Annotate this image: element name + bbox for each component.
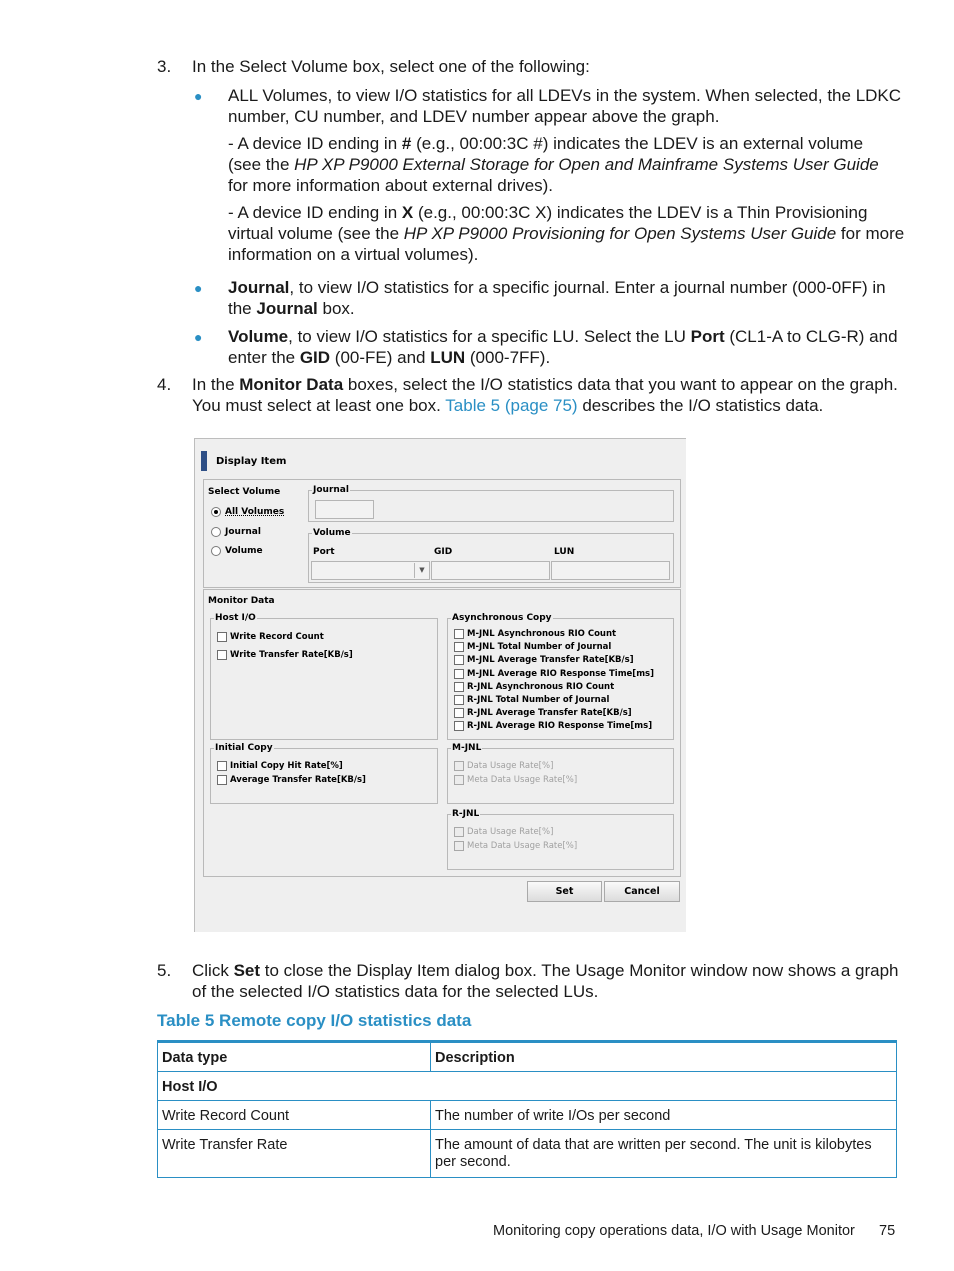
title-bar-accent (201, 451, 207, 471)
dialog-title: Display Item (216, 456, 287, 467)
async-copy-item-label: R-JNL Average Transfer Rate[KB/s] (467, 708, 632, 719)
thin-note-line-3: information on a virtual volumes). (228, 245, 479, 264)
lun-input[interactable] (551, 561, 670, 580)
step-3-intro: In the Select Volume box, select one of the following: (192, 57, 590, 76)
async-copy-checkbox[interactable] (454, 695, 464, 705)
initial-copy-hit-rate-label: Initial Copy Hit Rate[%] (230, 761, 343, 771)
async-copy-item-label: M-JNL Average RIO Response Time[ms] (467, 668, 654, 679)
cancel-button[interactable]: Cancel (604, 881, 680, 902)
mjnl-data-usage-checkbox[interactable] (454, 761, 464, 771)
journal-text-2: the Journal box. (228, 299, 355, 318)
gid-label: GID (434, 547, 453, 557)
async-copy-checkbox[interactable] (454, 642, 464, 652)
external-note-line-3: for more information about external drives). (228, 176, 554, 195)
radio-volume-label: Volume (225, 546, 263, 556)
async-copy-checkbox[interactable] (454, 708, 464, 718)
rjnl-meta-data-usage-label: Meta Data Usage Rate[%] (467, 841, 578, 851)
cell-description: The number of write I/Os per second (431, 1101, 897, 1130)
mjnl-meta-data-usage-checkbox[interactable] (454, 775, 464, 785)
step-5-line-1: Click Set to close the Display Item dialog box. The Usage Monitor window now shows a graph (192, 961, 899, 980)
write-transfer-rate-checkbox[interactable] (217, 650, 227, 660)
all-volumes-text-1: ALL Volumes, to view I/O statistics for all LDEVs in the system. When selected, the LDKC (228, 86, 902, 105)
thin-note-line-1: - A device ID ending in X (e.g., 00:00:3C X) indicates the LDEV is a Thin Provisioning (228, 203, 868, 222)
step-5-line-2: of the selected I/O statistics data for the selected LUs. (192, 982, 599, 1001)
journal-number-input[interactable] (315, 500, 374, 519)
async-copy-checkbox[interactable] (454, 629, 464, 639)
async-copy-item-label: M-JNL Average Transfer Rate[KB/s] (467, 655, 634, 666)
journal-group-label: Journal (313, 485, 349, 495)
async-copy-checkbox[interactable] (454, 721, 464, 731)
footer-text: Monitoring copy operations data, I/O with Usage Monitor (493, 1223, 855, 1239)
initial-copy-hit-rate-checkbox[interactable] (217, 761, 227, 771)
page-number: 75 (879, 1223, 896, 1239)
journal-text-1: Journal, to view I/O statistics for a specific journal. Enter a journal number (000-0FF) in (228, 278, 886, 297)
step-3-number: 3. (157, 57, 172, 76)
async-copy-item-label: R-JNL Average RIO Response Time[ms] (467, 721, 653, 732)
mjnl-label: M-JNL (452, 743, 482, 753)
radio-journal[interactable] (211, 527, 221, 537)
rjnl-label: R-JNL (452, 809, 480, 819)
chevron-down-icon: ▼ (414, 563, 429, 578)
async-copy-checkbox[interactable] (454, 655, 464, 665)
cell-data-type: Write Record Count (158, 1101, 431, 1130)
async-copy-item-label: R-JNL Asynchronous RIO Count (467, 681, 615, 692)
thin-note-line-2: virtual volume (see the HP XP P9000 Provisioning for Open Systems User Guide for more (228, 224, 905, 243)
async-copy-item-label: M-JNL Asynchronous RIO Count (467, 629, 617, 639)
initial-copy-label: Initial Copy (215, 743, 273, 753)
header-description: Description (431, 1042, 897, 1072)
display-item-dialog (194, 438, 686, 932)
table-section-row (158, 1072, 897, 1101)
radio-journal-label: Journal (225, 527, 261, 537)
async-copy-item-label: M-JNL Total Number of Journal (467, 642, 612, 653)
step-4-number: 4. (157, 375, 172, 394)
async-copy-item-label: R-JNL Total Number of Journal (467, 695, 610, 705)
average-transfer-rate-checkbox[interactable] (217, 775, 227, 785)
bullet-icon: ● (194, 88, 203, 104)
select-volume-label: Select Volume (208, 487, 281, 497)
all-volumes-text-2: number, CU number, and LDEV number appear above the graph. (228, 107, 720, 126)
bullet-icon: ● (194, 280, 203, 296)
radio-volume[interactable] (211, 546, 221, 556)
volume-text-2: enter the GID (00-FE) and LUN (000-7FF). (228, 348, 551, 367)
step-4-line-2: You must select at least one box. Table 5 (page 75) describes the I/O statistics data. (192, 396, 824, 415)
rjnl-data-usage-label: Data Usage Rate[%] (467, 827, 554, 837)
rjnl-data-usage-checkbox[interactable] (454, 827, 464, 837)
cell-description: The amount of data that are written per second. The unit is kilobytes per second. (431, 1130, 897, 1178)
table-caption: Table 5 Remote copy I/O statistics data (157, 1011, 472, 1030)
step-4-line-1: In the Monitor Data boxes, select the I/O statistics data that you want to appear on the graph. (192, 375, 898, 394)
gid-input[interactable] (431, 561, 550, 580)
port-select[interactable] (311, 561, 430, 580)
header-data-type: Data type (158, 1042, 431, 1072)
mjnl-data-usage-label: Data Usage Rate[%] (467, 761, 554, 771)
volume-text-1: Volume, to view I/O statistics for a specific LU. Select the LU Port (CL1-A to CLG-R) and (228, 327, 898, 346)
external-note-line-1: - A device ID ending in # (e.g., 00:00:3C #) indicates the LDEV is an external volume (228, 134, 864, 153)
step-5-number: 5. (157, 961, 172, 980)
cell-data-type: Write Transfer Rate (158, 1130, 431, 1178)
port-label: Port (313, 547, 335, 557)
write-transfer-rate-label: Write Transfer Rate[KB/s] (230, 650, 353, 660)
host-io-label: Host I/O (215, 613, 256, 623)
monitor-data-label: Monitor Data (208, 596, 275, 606)
write-record-count-label: Write Record Count (230, 632, 324, 642)
statistics-table (157, 1040, 897, 1178)
radio-all-volumes-label: All Volumes (225, 507, 285, 517)
lun-label: LUN (554, 547, 575, 557)
average-transfer-rate-label: Average Transfer Rate[KB/s] (230, 775, 366, 785)
async-copy-label: Asynchronous Copy (452, 613, 552, 623)
table-row (158, 1130, 897, 1178)
bullet-icon: ● (194, 329, 203, 345)
table-5-link[interactable]: Table 5 (page 75) (445, 396, 578, 415)
write-record-count-checkbox[interactable] (217, 632, 227, 642)
set-button[interactable]: Set (527, 881, 602, 902)
external-note-line-2: (see the HP XP P9000 External Storage for Open and Mainframe Systems User Guide (228, 155, 879, 174)
mjnl-meta-data-usage-label: Meta Data Usage Rate[%] (467, 775, 578, 785)
async-copy-checkbox[interactable] (454, 669, 464, 679)
table-header-row (158, 1042, 897, 1072)
radio-all-volumes[interactable] (211, 507, 221, 517)
rjnl-meta-data-usage-checkbox[interactable] (454, 841, 464, 851)
table-row (158, 1101, 897, 1130)
section-host-io: Host I/O (158, 1072, 897, 1101)
async-copy-checkbox[interactable] (454, 682, 464, 692)
volume-group-label: Volume (313, 528, 351, 538)
